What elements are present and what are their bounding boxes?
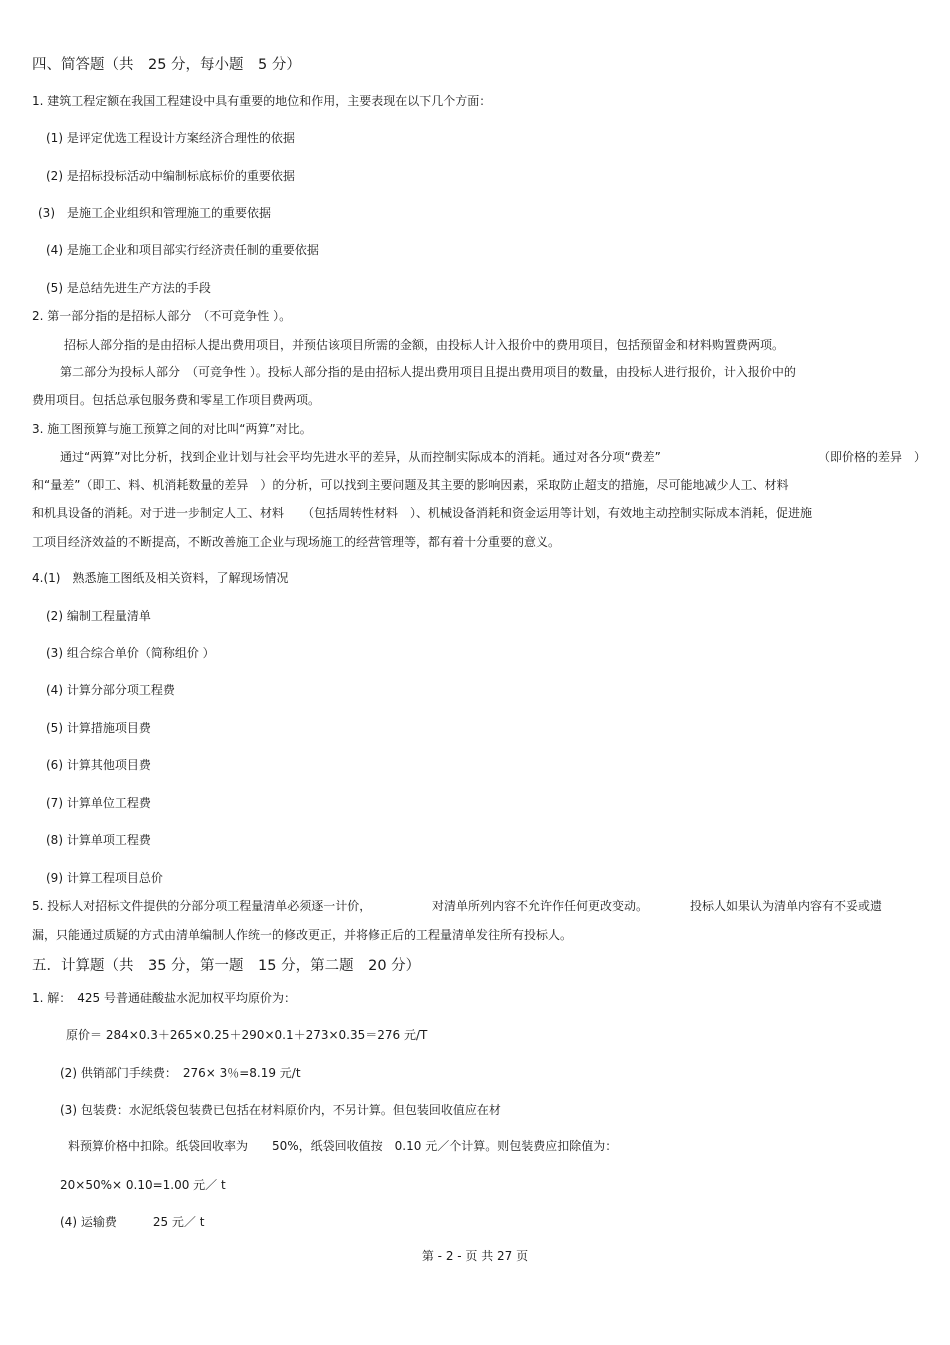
calc-intro: 1. 解： 425 号普通硅酸盐水泥加权平均原价为：	[32, 991, 296, 1005]
q4-item: (2) 编制工程量清单	[46, 609, 151, 623]
q2-line: 2. 第一部分指的是招标人部分 （不可竞争性 ）。	[32, 309, 292, 323]
q4-item: (7) 计算单位工程费	[46, 796, 151, 810]
section-4-title: 四、简答题（共 25 分，每小题 5 分）	[32, 57, 301, 73]
q4-item: 4.(1) 熟悉施工图纸及相关资料，了解现场情况	[32, 571, 289, 585]
q3-line: 和机具设备的消耗。对于进一步制定人工、材料 （包括周转性材料 ）、机械设备消耗和资金运用等计划，有效地主动控制实际成本消耗，促进施	[32, 506, 813, 520]
q3-line: 和“量差”（即工、料、机消耗数量的差异 ）的分析，可以找到主要问题及其主要的影响因素，采取防止超支的措施，尽可能地减少人工、材料	[32, 478, 789, 492]
q5-line: 漏，只能通过质疑的方式由清单编制人作统一的修改更正，并将修正后的工程量清单发往所有投标人。	[32, 928, 573, 942]
q3-line: （即价格的差异 ）	[818, 450, 927, 464]
q1-intro: 1. 建筑工程定额在我国工程建设中具有重要的地位和作用，主要表现在以下几个方面：	[32, 94, 492, 108]
q1-item: (1) 是评定优选工程设计方案经济合理性的依据	[46, 131, 295, 145]
q1-item: (5) 是总结先进生产方法的手段	[46, 281, 211, 295]
q1-item: (3) 是施工企业组织和管理施工的重要依据	[38, 206, 271, 220]
calc-deduction: 20×50%× 0.10=1.00 元／ t	[60, 1178, 226, 1192]
calc-packaging: 料预算价格中扣除。纸袋回收率为 50%，纸袋回收值按 0.10 元／个计算。则包装费应扣除值为：	[68, 1139, 618, 1153]
q2-line: 费用项目。包括总承包服务费和零星工作项目费两项。	[32, 393, 321, 407]
q5-line: 5. 投标人对招标文件提供的分部分项工程量清单必须逐一计价，	[32, 899, 372, 913]
q3-line: 工项目经济效益的不断提高，不断改善施工企业与现场施工的经营管理等，都有着十分重要的意义。	[32, 535, 561, 549]
q3-line: 通过“两算”对比分析，找到企业计划与社会平均先进水平的差异，从而控制实际成本的消耗。通过对各分项“费差”	[60, 450, 661, 464]
q5-line: 对清单所列内容不允许作任何更改变动。	[432, 899, 649, 913]
q5-line: 投标人如果认为清单内容有不妥或遗	[690, 899, 883, 913]
q4-item: (5) 计算措施项目费	[46, 721, 151, 735]
q2-line: 招标人部分指的是由招标人提出费用项目，并预估该项目所需的金额，由投标人计入报价中的费用项目，包括预留金和材料购置费两项。	[64, 338, 785, 352]
calc-price: 原价＝ 284×0.3＋265×0.25＋290×0.1＋273×0.35＝276 元/T	[66, 1028, 428, 1042]
q4-item: (4) 计算分部分项工程费	[46, 683, 175, 697]
q4-item: (6) 计算其他项目费	[46, 758, 151, 772]
q4-item: (3) 组合综合单价（简称组价 ）	[46, 646, 215, 660]
q4-item: (8) 计算单项工程费	[46, 833, 151, 847]
q3-line: 3. 施工图预算与施工预算之间的对比叫“两算”对比。	[32, 422, 312, 436]
q1-item: (2) 是招标投标活动中编制标底标价的重要依据	[46, 169, 295, 183]
section-5-title: 五．计算题（共 35 分，第一题 15 分，第二题 20 分）	[32, 958, 421, 974]
q4-item: (9) 计算工程项目总价	[46, 871, 163, 885]
calc-transport: (4) 运输费 25 元／ t	[60, 1215, 205, 1229]
q2-line: 第二部分为投标人部分 （可竞争性 ）。投标人部分指的是由招标人提出费用项目且提出费用项目的数量，由投标人进行报价，计入报价中的	[60, 365, 796, 379]
calc-fee: (2) 供销部门手续费： 276× 3％=8.19 元/t	[60, 1066, 301, 1080]
page-footer: 第 - 2 - 页 共 27 页	[421, 1249, 529, 1263]
calc-packaging: (3) 包装费：水泥纸袋包装费已包括在材料原价内，不另计算。但包装回收值应在材	[60, 1103, 501, 1117]
q1-item: (4) 是施工企业和项目部实行经济责任制的重要依据	[46, 243, 319, 257]
